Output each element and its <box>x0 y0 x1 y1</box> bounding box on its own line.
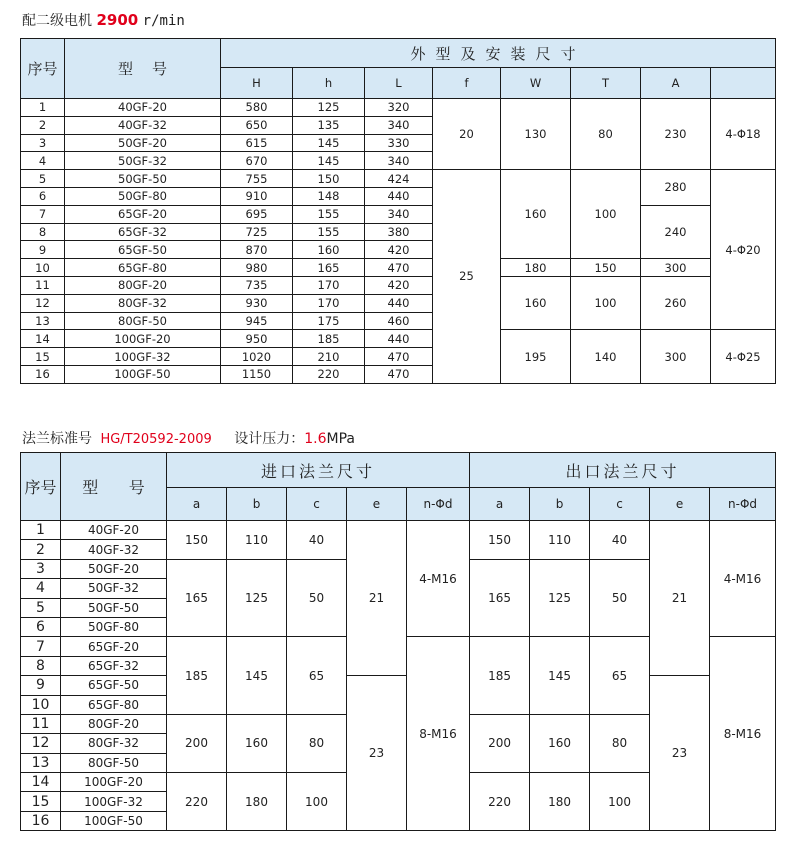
col-hole <box>711 68 776 99</box>
cell-in-nd: 4-M16 <box>407 521 470 637</box>
cell-in-b: 110 <box>227 521 287 560</box>
cell-A: 260 <box>641 276 711 329</box>
cell-in-e: 23 <box>347 676 407 831</box>
cell-h: 170 <box>293 276 365 294</box>
row-no: 9 <box>21 241 65 259</box>
cell-L: 340 <box>365 205 433 223</box>
row-model: 50GF-32 <box>61 579 167 598</box>
row-model: 50GF-20 <box>65 134 221 152</box>
cell-h: 220 <box>293 365 365 383</box>
cell-A: 300 <box>641 259 711 277</box>
cell-A: 230 <box>641 99 711 170</box>
row-no: 13 <box>21 312 65 330</box>
col-no-header: 序号 <box>21 39 65 99</box>
cell-L: 420 <box>365 276 433 294</box>
row-model: 40GF-32 <box>61 540 167 559</box>
cell-out-c: 40 <box>590 521 650 560</box>
row-model: 80GF-20 <box>61 714 167 733</box>
table-row <box>21 205 776 223</box>
row-no: 12 <box>21 294 65 312</box>
cell-in-c: 40 <box>287 521 347 560</box>
cell-h: 125 <box>293 99 365 117</box>
cell-H: 670 <box>221 152 293 170</box>
row-no: 4 <box>21 152 65 170</box>
col-model-header: 型 号 <box>65 39 221 99</box>
cell-in-a: 165 <box>167 559 227 637</box>
row-model: 40GF-32 <box>65 116 221 134</box>
row-no: 16 <box>21 365 65 383</box>
row-model: 100GF-50 <box>65 365 221 383</box>
dimensions-group-header: 外型及安装尺寸 <box>221 39 776 68</box>
cell-L: 340 <box>365 116 433 134</box>
cell-in-c: 100 <box>287 773 347 831</box>
cell-H: 950 <box>221 330 293 348</box>
cell-out-e: 23 <box>650 676 710 831</box>
cell-out-b: 125 <box>530 559 590 637</box>
row-no: 8 <box>21 223 65 241</box>
cell-in-e: 21 <box>347 521 407 676</box>
row-no: 2 <box>21 540 61 559</box>
cell-h: 155 <box>293 223 365 241</box>
cell-h: 145 <box>293 152 365 170</box>
cell-h: 135 <box>293 116 365 134</box>
row-model: 40GF-20 <box>65 99 221 117</box>
row-no: 4 <box>21 579 61 598</box>
row-model: 50GF-80 <box>61 617 167 636</box>
cell-in-a: 150 <box>167 521 227 560</box>
cell-in-b: 160 <box>227 714 287 772</box>
col-out-e: e <box>650 488 710 521</box>
flange-standard-label: 法兰标准号 <box>22 431 92 447</box>
cell-f: 25 <box>433 170 501 384</box>
row-model: 100GF-50 <box>61 811 167 830</box>
cell-W: 160 <box>501 276 571 329</box>
col-in-a: a <box>167 488 227 521</box>
cell-out-a: 150 <box>470 521 530 560</box>
col-h: h <box>293 68 365 99</box>
row-model: 80GF-20 <box>65 276 221 294</box>
cell-L: 440 <box>365 294 433 312</box>
cell-L: 424 <box>365 170 433 188</box>
inlet-flange-header: 进口法兰尺寸 <box>167 453 470 488</box>
table-row <box>21 170 776 188</box>
cell-h: 145 <box>293 134 365 152</box>
cell-T: 100 <box>571 170 641 259</box>
cell-L: 340 <box>365 152 433 170</box>
col-T: T <box>571 68 641 99</box>
cell-out-a: 185 <box>470 637 530 715</box>
cell-h: 185 <box>293 330 365 348</box>
col-H: H <box>221 68 293 99</box>
col-out-nd: n-Φd <box>710 488 776 521</box>
cell-H: 735 <box>221 276 293 294</box>
row-model: 65GF-80 <box>65 259 221 277</box>
cell-T: 150 <box>571 259 641 277</box>
row-no: 5 <box>21 170 65 188</box>
cell-H: 910 <box>221 187 293 205</box>
table-row <box>21 276 776 294</box>
row-no: 12 <box>21 734 61 753</box>
motor-heading-prefix: 配二级电机 <box>22 13 92 29</box>
row-model: 80GF-32 <box>61 734 167 753</box>
cell-out-b: 180 <box>530 773 590 831</box>
cell-in-b: 145 <box>227 637 287 715</box>
row-no: 11 <box>21 714 61 733</box>
row-no: 6 <box>21 187 65 205</box>
cell-hole: 4-Φ18 <box>711 99 776 170</box>
cell-out-b: 145 <box>530 637 590 715</box>
cell-T: 100 <box>571 276 641 329</box>
cell-T: 80 <box>571 99 641 170</box>
cell-W: 130 <box>501 99 571 170</box>
cell-W: 160 <box>501 170 571 259</box>
cell-L: 380 <box>365 223 433 241</box>
row-model: 50GF-80 <box>65 187 221 205</box>
motor-heading <box>22 10 185 30</box>
row-no: 2 <box>21 116 65 134</box>
flange-table <box>20 452 776 831</box>
row-model: 100GF-20 <box>61 773 167 792</box>
cell-in-nd: 8-M16 <box>407 637 470 831</box>
col-f: f <box>433 68 501 99</box>
cell-out-b: 160 <box>530 714 590 772</box>
cell-hole: 4-Φ20 <box>711 170 776 330</box>
row-model: 65GF-20 <box>65 205 221 223</box>
cell-h: 150 <box>293 170 365 188</box>
row-no: 14 <box>21 773 61 792</box>
row-model: 40GF-20 <box>61 521 167 540</box>
cell-out-e: 21 <box>650 521 710 676</box>
row-no: 11 <box>21 276 65 294</box>
cell-f: 20 <box>433 99 501 170</box>
pressure-unit: MPa <box>326 431 355 447</box>
row-model: 65GF-50 <box>65 241 221 259</box>
row-no: 13 <box>21 753 61 772</box>
cell-L: 470 <box>365 259 433 277</box>
cell-H: 650 <box>221 116 293 134</box>
cell-H: 945 <box>221 312 293 330</box>
cell-out-nd: 4-M16 <box>710 521 776 637</box>
row-no: 16 <box>21 811 61 830</box>
motor-speed: 2900 <box>96 11 139 29</box>
cell-L: 470 <box>365 348 433 366</box>
cell-h: 175 <box>293 312 365 330</box>
cell-W: 180 <box>501 259 571 277</box>
row-no: 10 <box>21 695 61 714</box>
cell-L: 460 <box>365 312 433 330</box>
cell-A: 240 <box>641 205 711 258</box>
row-model: 50GF-50 <box>65 170 221 188</box>
row-no: 9 <box>21 676 61 695</box>
col-L: L <box>365 68 433 99</box>
cell-L: 470 <box>365 365 433 383</box>
row-model: 65GF-20 <box>61 637 167 656</box>
row-model: 100GF-32 <box>65 348 221 366</box>
cell-h: 210 <box>293 348 365 366</box>
row-model: 50GF-32 <box>65 152 221 170</box>
cell-H: 615 <box>221 134 293 152</box>
cell-out-a: 200 <box>470 714 530 772</box>
row-no: 14 <box>21 330 65 348</box>
cell-in-c: 65 <box>287 637 347 715</box>
col-model-header: 型 号 <box>61 453 167 521</box>
pressure-label: 设计压力： <box>234 431 305 447</box>
cell-h: 160 <box>293 241 365 259</box>
cell-L: 440 <box>365 330 433 348</box>
cell-H: 980 <box>221 259 293 277</box>
cell-out-a: 220 <box>470 773 530 831</box>
col-in-nd: n-Φd <box>407 488 470 521</box>
cell-W: 195 <box>501 330 571 383</box>
row-no: 7 <box>21 205 65 223</box>
row-model: 100GF-20 <box>65 330 221 348</box>
cell-L: 320 <box>365 99 433 117</box>
cell-A: 280 <box>641 170 711 206</box>
cell-out-a: 165 <box>470 559 530 637</box>
row-model: 65GF-32 <box>61 656 167 675</box>
flange-standard-value: HG/T20592-2009 <box>100 432 212 447</box>
cell-H: 725 <box>221 223 293 241</box>
table-row <box>21 521 776 540</box>
row-model: 50GF-20 <box>61 559 167 578</box>
cell-h: 148 <box>293 187 365 205</box>
motor-speed-unit: r/min <box>142 13 185 29</box>
col-out-a: a <box>470 488 530 521</box>
row-model: 65GF-80 <box>61 695 167 714</box>
col-in-b: b <box>227 488 287 521</box>
table-row <box>21 99 776 117</box>
header-row <box>21 39 776 68</box>
row-model: 100GF-32 <box>61 792 167 811</box>
row-no: 3 <box>21 559 61 578</box>
cell-H: 930 <box>221 294 293 312</box>
table-row <box>21 676 776 695</box>
cell-out-c: 80 <box>590 714 650 772</box>
col-no-header: 序号 <box>21 453 61 521</box>
cell-in-b: 125 <box>227 559 287 637</box>
cell-out-nd: 8-M16 <box>710 637 776 831</box>
row-no: 10 <box>21 259 65 277</box>
dimensions-table <box>20 38 776 384</box>
table-row <box>21 330 776 348</box>
cell-out-c: 50 <box>590 559 650 637</box>
cell-H: 1020 <box>221 348 293 366</box>
cell-h: 165 <box>293 259 365 277</box>
cell-in-c: 80 <box>287 714 347 772</box>
col-A: A <box>641 68 711 99</box>
cell-H: 1150 <box>221 365 293 383</box>
col-in-e: e <box>347 488 407 521</box>
row-no: 7 <box>21 637 61 656</box>
table-row <box>21 259 776 277</box>
cell-T: 140 <box>571 330 641 383</box>
pressure-value: 1.6 <box>304 431 327 447</box>
cell-out-b: 110 <box>530 521 590 560</box>
row-model: 80GF-32 <box>65 294 221 312</box>
row-model: 65GF-50 <box>61 676 167 695</box>
cell-H: 695 <box>221 205 293 223</box>
cell-h: 170 <box>293 294 365 312</box>
row-no: 6 <box>21 617 61 636</box>
cell-hole: 4-Φ25 <box>711 330 776 383</box>
cell-in-a: 220 <box>167 773 227 831</box>
cell-H: 580 <box>221 99 293 117</box>
row-model: 80GF-50 <box>65 312 221 330</box>
row-model: 80GF-50 <box>61 753 167 772</box>
cell-out-c: 100 <box>590 773 650 831</box>
col-out-c: c <box>590 488 650 521</box>
col-in-c: c <box>287 488 347 521</box>
cell-L: 440 <box>365 187 433 205</box>
header-row <box>21 453 776 488</box>
row-no: 1 <box>21 521 61 540</box>
col-W: W <box>501 68 571 99</box>
row-no: 15 <box>21 348 65 366</box>
cell-A: 300 <box>641 330 711 383</box>
row-no: 8 <box>21 656 61 675</box>
row-no: 15 <box>21 792 61 811</box>
cell-in-a: 185 <box>167 637 227 715</box>
row-model: 65GF-32 <box>65 223 221 241</box>
cell-in-c: 50 <box>287 559 347 637</box>
cell-in-a: 200 <box>167 714 227 772</box>
flange-heading <box>22 428 355 448</box>
row-model: 50GF-50 <box>61 598 167 617</box>
row-no: 5 <box>21 598 61 617</box>
cell-in-b: 180 <box>227 773 287 831</box>
cell-L: 420 <box>365 241 433 259</box>
cell-out-c: 65 <box>590 637 650 715</box>
col-out-b: b <box>530 488 590 521</box>
outlet-flange-header: 出口法兰尺寸 <box>470 453 776 488</box>
cell-h: 155 <box>293 205 365 223</box>
row-no: 3 <box>21 134 65 152</box>
cell-H: 755 <box>221 170 293 188</box>
row-no: 1 <box>21 99 65 117</box>
cell-L: 330 <box>365 134 433 152</box>
cell-H: 870 <box>221 241 293 259</box>
